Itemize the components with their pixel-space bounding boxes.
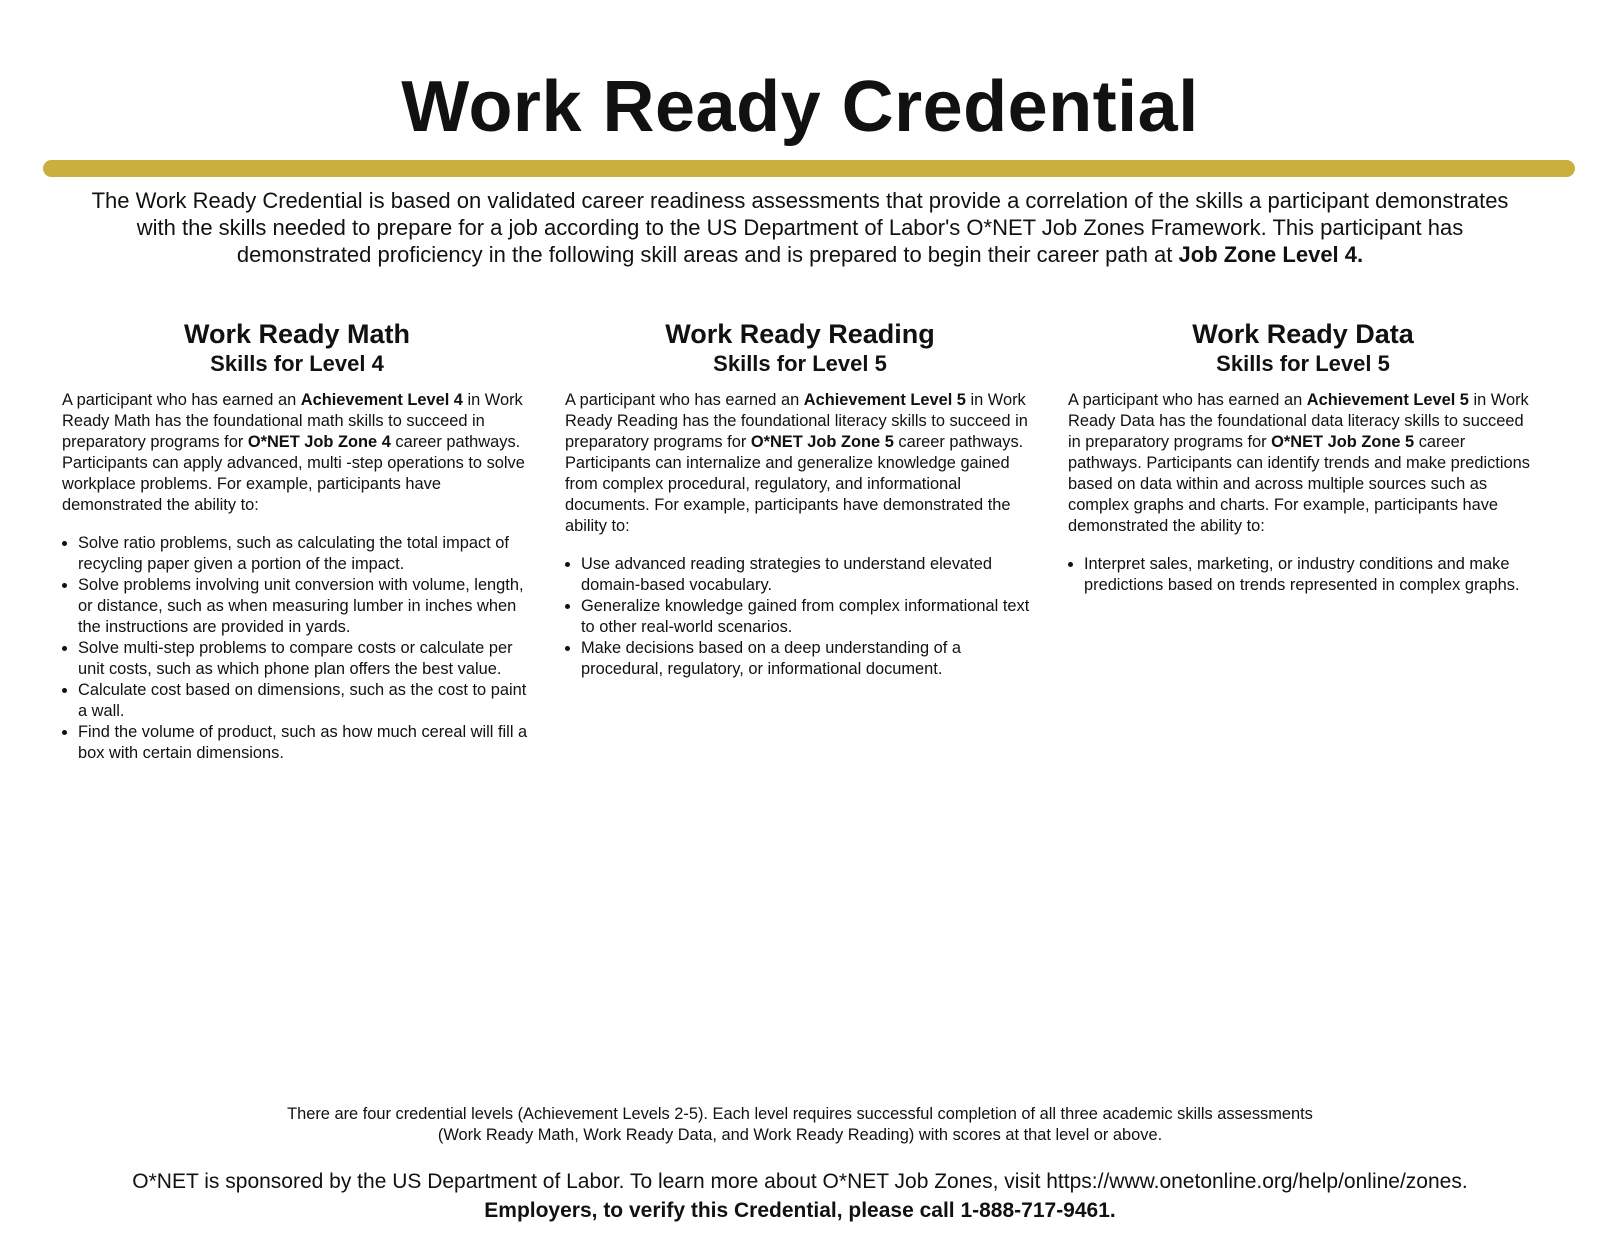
column-heading: Work Ready Data (1192, 319, 1414, 349)
column-subheading: Skills for Level 5 (1216, 351, 1390, 376)
job-zone: O*NET Job Zone 4 (247, 433, 391, 451)
column-heading: Work Ready Math (183, 319, 411, 349)
column-description (1068, 390, 1538, 537)
note-line-2: (Work Ready Math, Work Ready Data, and Work Ready Reading) with scores at that level or above. (437, 1126, 1163, 1144)
skill-list (1068, 554, 1538, 596)
intro-paragraph (90, 187, 1510, 268)
description-text: in Work Ready Reading has the foundational literacy skills to succeed in preparatory programs for (565, 391, 1028, 451)
sponsor-text: O*NET is sponsored by the US Department of Labor. To learn more about O*NET Job Zones, visit https://www.onetonline.org/help/online/zones. (132, 1170, 1468, 1193)
description-text: A participant who has earned an (62, 391, 301, 409)
job-zone: O*NET Job Zone 5 (750, 433, 894, 451)
column-description (62, 390, 532, 516)
column-subheading: Skills for Level 4 (210, 351, 384, 376)
job-zone: O*NET Job Zone 5 (1271, 433, 1415, 451)
list-item: • Solve multi-step problems to compare costs or calculate per unit costs, such as which phone plan offers the best value. (78, 638, 532, 680)
description-text: in Work Ready Data has the foundational data literacy skills to succeed in preparatory programs for (1068, 391, 1529, 451)
list-item: • Interpret sales, marketing, or industry conditions and make predictions based on trends represented in complex graphs. (1084, 554, 1538, 596)
description-text: A participant who has earned an (1068, 391, 1307, 409)
description-text: career pathways. Participants can identify trends and make predictions based on data within and across multiple sources such as complex graphs and charts. For example, participants have demonstrated the ability to: (1068, 433, 1530, 535)
list-item: • Make decisions based on a deep understanding of a procedural, regulatory, or informational document. (581, 638, 1035, 680)
verify-phone-text: Employers, to verify this Credential, please call 1-888-717-9461. (484, 1199, 1116, 1222)
column-data (1068, 318, 1538, 596)
achievement-level: Achievement Level 5 (1306, 391, 1469, 409)
column-math (62, 318, 532, 764)
skill-list (62, 533, 532, 764)
column-reading (565, 318, 1035, 680)
list-item: • Generalize knowledge gained from complex informational text to other real-world scenarios. (581, 596, 1035, 638)
list-item: • Solve ratio problems, such as calculating the total impact of recycling paper given a portion of the impact. (78, 533, 532, 575)
intro-job-zone-emphasis: Job Zone Level 4. (1178, 242, 1364, 267)
page-title: Work Ready Credential (401, 67, 1199, 147)
list-item: • Calculate cost based on dimensions, such as the cost to paint a wall. (78, 680, 532, 722)
credential-levels-note (200, 1104, 1400, 1146)
list-item: • Use advanced reading strategies to understand elevated domain-based vocabulary. (581, 554, 1035, 596)
description-text: career pathways. Participants can internalize and generalize knowledge gained from complex procedural, regulatory, and informational documents. For example, participants have demonstrated the ability to: (565, 433, 1024, 535)
title-divider (43, 160, 1575, 177)
note-line-1: There are four credential levels (Achievement Levels 2-5). Each level requires successful completion of all three academic skills assessments (287, 1105, 1313, 1123)
skill-list (565, 554, 1035, 680)
column-description (565, 390, 1035, 537)
achievement-level: Achievement Level 5 (803, 391, 966, 409)
description-text: career pathways. Participants can apply advanced, multi -step operations to solve workplace problems. For example, participants have demonstrated the ability to: (62, 433, 525, 514)
footer (40, 1167, 1560, 1225)
column-heading: Work Ready Reading (665, 319, 935, 349)
description-text: A participant who has earned an (565, 391, 804, 409)
list-item: • Solve problems involving unit conversion with volume, length, or distance, such as when measuring lumber in inches when the instructions are provided in yards. (78, 575, 532, 638)
description-text: in Work Ready Math has the foundational math skills to succeed in preparatory programs for (62, 391, 523, 451)
intro-text: The Work Ready Credential is based on validated career readiness assessments that provide a correlation of the skills a participant demonstrates with the skills needed to prepare for a job according to the US Department of Labor's O*NET Job Zones Framework. This participant has demonstrated proficiency in the following skill areas and is prepared to begin their career path at (91, 188, 1509, 267)
achievement-level: Achievement Level 4 (300, 391, 463, 409)
list-item: • Find the volume of product, such as how much cereal will fill a box with certain dimensions. (78, 722, 532, 764)
column-subheading: Skills for Level 5 (713, 351, 887, 376)
